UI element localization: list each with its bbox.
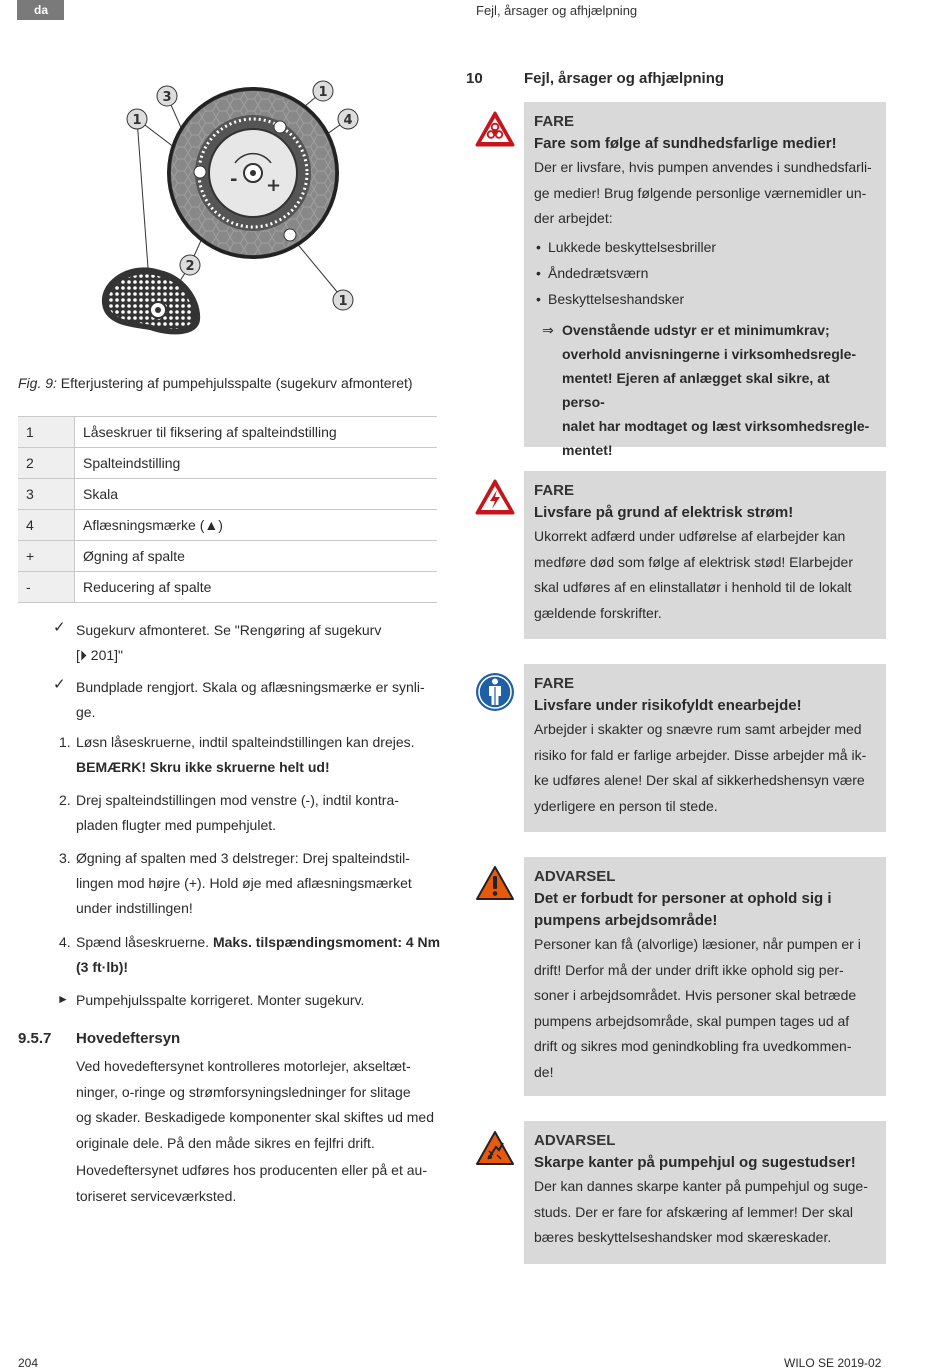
pump-impeller-figure — [90, 75, 360, 335]
legend-key: 2 — [18, 448, 75, 479]
section-paragraph: Hovedeftersynet udføres hos producenten eller på et au- toriseret serviceværksted. — [76, 1162, 427, 1204]
step-number: 2. — [59, 792, 71, 808]
list-item: • Beskyttelseshandsker — [548, 286, 876, 312]
sharp-edge-icon — [475, 1129, 515, 1169]
legend-value: Låseskruer til fiksering af spalteindstilling — [75, 417, 438, 448]
callout-3: 3 — [162, 90, 172, 105]
legend-row — [18, 572, 437, 603]
warning-text: Der er livsfare, hvis pumpen anvendes i sundhedsfarli- ge medier! Brug følgende personlige værnemidler un- der arbejdet: — [534, 159, 872, 226]
signal-word: ADVARSEL — [534, 868, 616, 885]
step-number: 4. — [59, 934, 71, 950]
language-badge: da — [17, 0, 64, 20]
warning-text: Ukorrekt adfærd under udførelse af elarbejder kan medføre død som følge af elektrisk stød! Elarbejder skal udføres af en elinstallatør i henhold til de lokalt gældende forskrifter. — [534, 528, 853, 621]
svg-text:-: - — [230, 169, 238, 190]
legend-value: Øgning af spalte — [75, 541, 438, 572]
check-icon: ✓ — [53, 676, 66, 693]
figure-caption — [18, 375, 413, 391]
document-id: WILO SE 2019-02 — [784, 1356, 882, 1370]
step-item — [76, 846, 412, 921]
general-warning-icon — [475, 864, 515, 904]
legend-key: 4 — [18, 510, 75, 541]
legend-key: - — [18, 572, 75, 603]
warning-note: ⇒ Ovenstående udstyr er et minimumkrav; overhold anvisningerne i virksomhedsregle- mentet! Ejeren af anlægget skal sikre, at perso- nalet har modtaget og læst virksomhedsregle- mentet! — [534, 318, 876, 462]
signal-word: ADVARSEL — [534, 1132, 616, 1149]
callout-2: 2 — [185, 259, 195, 274]
legend-key: 3 — [18, 479, 75, 510]
step-line: Løsn låseskruerne, indtil spalteindstillingen kan drejes. — [76, 734, 415, 750]
step-item — [76, 730, 415, 780]
step-line: Drej spalteindstillingen mod venstre (-), indtil kontra- — [76, 792, 399, 808]
torque-value-imperial: (3 ft·lb)! — [76, 959, 129, 975]
signal-word: FARE — [534, 675, 575, 692]
warning-heading: Fare som følge af sundhedsfarlige medier! — [534, 135, 837, 152]
legend-row — [18, 510, 437, 541]
legend-row — [18, 479, 437, 510]
warning-heading: Livsfare under risikofyldt enearbejde! — [534, 697, 802, 714]
warning-text: Der kan dannes skarpe kanter på pumpehjul og suge- studs. Der er fare for afskæring af lemmer! Der skal bæres beskyttelseshandsker mod skæreskader. — [534, 1178, 868, 1245]
legend-key: + — [18, 541, 75, 572]
list-item: • Åndedrætsværn — [548, 260, 876, 286]
danger-box-lone-work — [524, 664, 886, 832]
lone-worker-icon — [475, 672, 515, 712]
warning-heading: Det er forbudt for personer at ophold sig i pumpens arbejdsområde! — [534, 890, 832, 929]
prereq-line: Bundplade rengjort. Skala og aflæsningsmærke er synli- — [76, 679, 425, 695]
warning-heading: Livsfare på grund af elektrisk strøm! — [534, 504, 794, 521]
warning-heading: Skarpe kanter på pumpehjul og sugestudser! — [534, 1154, 856, 1171]
step-item — [76, 930, 440, 980]
warning-box-work-area — [524, 857, 886, 1096]
page-number: 204 — [18, 1356, 39, 1370]
prereq-line: [⏵ 201]" — [76, 647, 123, 663]
section-paragraph: Ved hovedeftersynet kontrolleres motorlejer, akseltæt- ninger, o-ringe og strømforsyningsledninger for slitage og skader. Beskadigede komponenter skal skiftes ud med originale dele. På den måde sikres en fejlfri drift. — [76, 1058, 434, 1151]
step-notice: BEMÆRK! Skru ikke skruerne helt ud! — [76, 759, 330, 775]
running-header: Fejl, årsager og afhjælpning — [476, 3, 638, 18]
callout-1b: 1 — [318, 85, 328, 100]
electric-shock-icon — [475, 478, 515, 518]
legend-table — [18, 416, 437, 603]
section-title: Hovedeftersyn — [76, 1030, 181, 1047]
figure-number: Fig. 9: — [18, 375, 57, 391]
legend-row — [18, 417, 437, 448]
torque-value: Maks. tilspændingsmoment: 4 Nm — [212, 934, 441, 950]
step-line: under indstillingen! — [76, 900, 193, 916]
ppe-list — [534, 234, 876, 312]
figure-caption-text: Efterjustering af pumpehjulsspalte (sugekurv afmonteret) — [56, 375, 413, 391]
double-arrow-icon: ⇒ — [542, 321, 554, 338]
biohazard-icon — [475, 110, 515, 150]
callout-4: 4 — [343, 113, 353, 128]
legend-row — [18, 541, 437, 572]
legend-value: Skala — [75, 479, 438, 510]
step-number: 3. — [59, 850, 71, 866]
step-line: Spænd låseskruerne. — [76, 934, 213, 950]
svg-text:+: + — [266, 175, 282, 196]
signal-word: FARE — [534, 482, 575, 499]
step-line: pladen flugter med pumpehjulet. — [76, 817, 277, 833]
check-icon: ✓ — [53, 619, 66, 636]
legend-value: Spalteindstilling — [75, 448, 438, 479]
callout-1c: 1 — [338, 294, 348, 309]
warning-text: Personer kan få (alvorlige) læsioner, når pumpen er i drift! Derfor må der under drift ikke ophold sig per- soner i arbejdsområdet. Hvis personer skal betræde pumpens arbejdsområde, skal pumpen tages ud af drift og sikres mod genindkobling fra uvedkommen- de! — [534, 936, 861, 1080]
signal-word: FARE — [534, 113, 575, 130]
legend-key: 1 — [18, 417, 75, 448]
list-item: • Lukkede beskyttelsesbriller — [548, 234, 876, 260]
step-number: 1. — [59, 734, 71, 750]
chapter-title: Fejl, årsager og afhjælpning — [524, 70, 725, 87]
legend-row — [18, 448, 437, 479]
warning-box-sharp-edges — [524, 1121, 886, 1264]
legend-value: Reducering af spalte — [75, 572, 438, 603]
prereq-line: ge. — [76, 704, 96, 720]
step-line: lingen mod højre (+). Hold øje med aflæsningsmærket — [76, 875, 412, 891]
prereq-item — [76, 675, 425, 725]
legend-value: Aflæsningsmærke (▲) — [75, 510, 438, 541]
result-text: Pumpehjulsspalte korrigeret. Monter sugekurv. — [76, 992, 365, 1008]
prereq-line: Sugekurv afmonteret. Se "Rengøring af sugekurv — [76, 622, 382, 638]
step-item — [76, 788, 399, 838]
callout-1: 1 — [132, 113, 142, 128]
step-line: Øgning af spalten med 3 delstreger: Drej spalteindstil- — [76, 850, 410, 866]
warning-text: Arbejder i skakter og snævre rum samt arbejder med risiko for fald er farlige arbejder. Disse arbejder må ik- ke udføres alene! Der skal af sikkerhedshensyn være yderligere en person til stede. — [534, 721, 867, 814]
danger-box-electric — [524, 471, 886, 639]
chapter-number: 10 — [466, 70, 483, 87]
section-number: 9.5.7 — [18, 1030, 52, 1047]
danger-box-biohazard — [524, 102, 886, 458]
prereq-item — [76, 618, 381, 668]
result-arrow-icon: ► — [57, 992, 69, 1006]
